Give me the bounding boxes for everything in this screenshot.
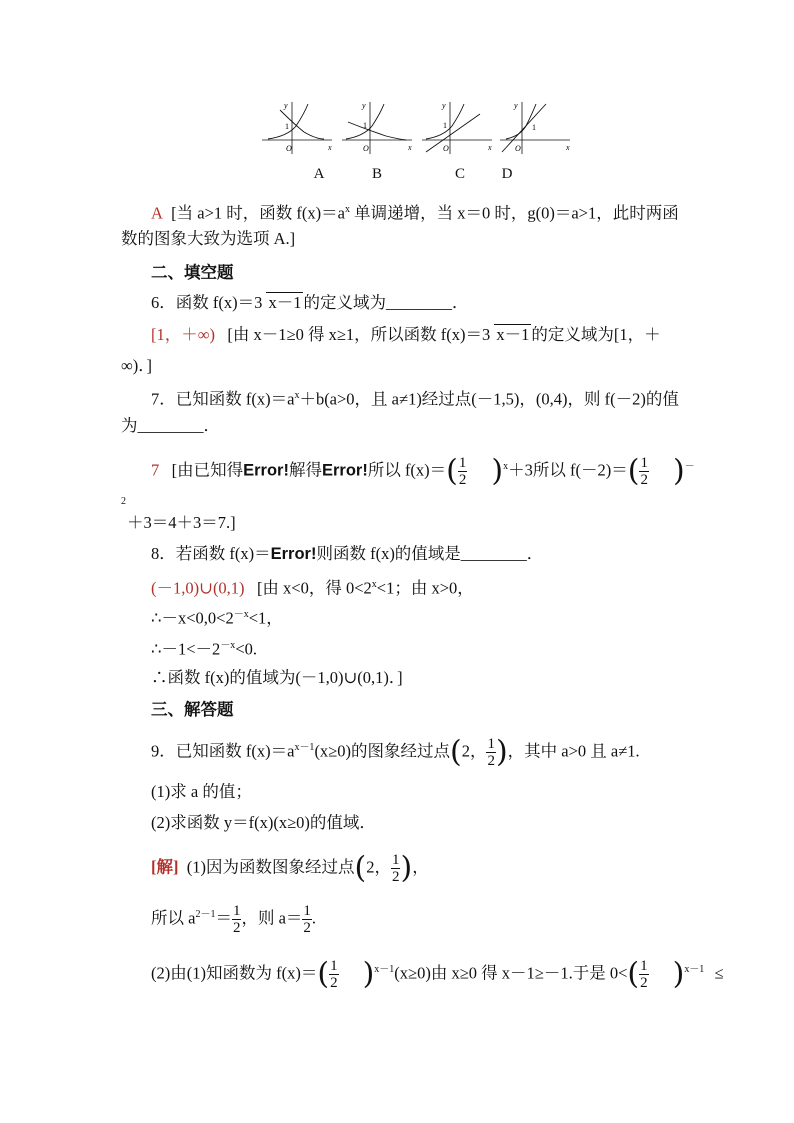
question-7-line2: 为________． [121, 416, 220, 435]
q5-answer-line2: 数的图象大致为选项 A.] [121, 229, 296, 248]
section-heading-fill-in: 二、填空题 [151, 263, 234, 282]
svg-text:O: O [443, 144, 449, 153]
question-6-answer: [1，＋∞) [由 x－1≥0 得 x≥1，所以函数 f(x)＝3 x－1 的定义域为[1，＋ [151, 325, 661, 344]
svg-text:1: 1 [532, 123, 536, 132]
svg-text:O: O [286, 144, 292, 153]
svg-text:O: O [515, 144, 521, 153]
svg-text:x: x [566, 143, 570, 152]
graph-label-c: C [454, 166, 465, 182]
svg-text:x: x [328, 143, 332, 152]
answer-choice-graphs [258, 96, 568, 188]
svg-text:y: y [284, 101, 288, 110]
graph-label-d: D [501, 166, 513, 182]
fraction-one-half: $\frac{1}{2}$ [458, 455, 467, 488]
question-7-exponent: 2 [121, 496, 126, 507]
question-9-part2: (2)求函数 y＝f(x)(x≥0)的值域． [151, 813, 376, 832]
question-7-answer-line2: ＋3＝4＋3＝7.] [127, 513, 236, 532]
fraction-one-half: $\frac{1}{2}$ [391, 852, 400, 885]
question-8-step2: $\therefore-x<0,0<2^{-x}<1$， [151, 608, 283, 628]
fraction-one-half: $\frac{1}{2}$ [232, 903, 241, 936]
graph-b [338, 96, 418, 158]
fraction-one-half: $\frac{1}{2}$ [303, 903, 311, 936]
section-heading-solution: 三、解答题 [151, 700, 234, 719]
graph-c [418, 96, 498, 158]
svg-text:1: 1 [363, 121, 367, 130]
fraction-one-half: $\frac{1}{2}$ [487, 736, 495, 769]
graph-a [258, 96, 338, 158]
question-9-solution: [解] (1)因为函数图象经过点(2， $\frac{1}{2}$ )， [151, 850, 429, 886]
question-9-solution-part2: (2)由(1)知函数为 f(x)＝( $\frac{1}{2}$ )$^{x-1}$(x≥0)由 x≥0 得 x－1≥－1.于是 0<( $\frac{1}{2}$ )$^{x-1}$ ≤ [151, 956, 724, 992]
graph-label-a: A [313, 166, 325, 182]
answer-letter: A [151, 203, 163, 223]
svg-text:y: y [362, 101, 366, 110]
fraction-one-half: $\frac{1}{2}$ [640, 958, 648, 991]
question-9: 9．已知函数 $f(x)=a^{x-1}(x\ge 0)$的图象经过点(2， $\frac{1}{2}$ )，其中 a>0 且 a≠1. [151, 734, 640, 770]
question-8-step3: $\therefore-1<-2^{-x}<0$. [151, 639, 257, 659]
svg-text:1: 1 [443, 121, 447, 130]
fraction-one-half: $\frac{1}{2}$ [330, 958, 338, 991]
fraction-one-half: $\frac{1}{2}$ [640, 455, 648, 488]
question-8-conclusion: ∴函数 f(x)的值域为(－1,0)∪(0,1)．] [151, 668, 403, 687]
question-7-answer: 7 [由已知得Error!解得Error!所以 f(x)＝( $\frac{1}{2}$ )$^x$＋3所以 f(－2)＝( $\frac{1}{2}$ )－ [151, 453, 695, 489]
question-6-answer-line2: ∞)．] [121, 356, 153, 375]
graph-d [496, 96, 576, 158]
svg-text:x: x [488, 143, 492, 152]
question-6: 6．函数 f(x)＝3 x－1 的定义域为________． [151, 293, 469, 312]
q5-answer: A [当 a>1 时，函数 $f(x)=a^x$ 单调递增，当 x＝0 时，g(0)＝a>1，此时两函 [151, 203, 679, 223]
question-9-solution-step: 所以 $a^{2-1}=$ $\frac{1}{2}$ ，则 a＝ $\frac{1}{2}$ . [151, 903, 317, 936]
svg-text:x: x [408, 143, 412, 152]
question-7: 7．已知函数 $f(x)=a^x+b(a>0$，且 a≠1)经过点(－1,5)，(0,4)，则 f(－2)的值 [151, 389, 679, 409]
question-8: 8．若函数 f(x)＝Error!则函数 f(x)的值域是________． [151, 544, 544, 563]
svg-text:O: O [363, 144, 369, 153]
question-8-answer: (－1,0)∪(0,1) [由 x<0，得 $0<2^x<1$；由 x>0， [151, 578, 474, 598]
graph-label-b: B [371, 166, 382, 182]
svg-text:y: y [514, 101, 518, 110]
question-9-part1: (1)求 a 的值； [151, 782, 252, 801]
svg-text:1: 1 [285, 122, 289, 131]
svg-text:y: y [442, 101, 446, 110]
